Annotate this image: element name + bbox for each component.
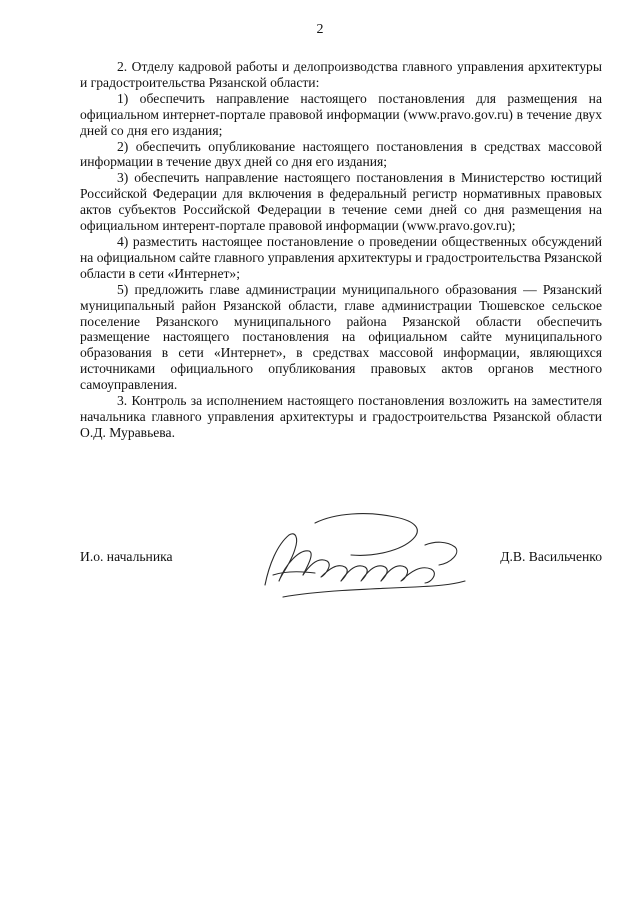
paragraph-subitem-3: 3) обеспечить направление настоящего постановления в Министерство юстиций Российской Федерации для включения в федеральный регистр нормативных правовых актов субъектов Российской Федерации в течение семи дней со дня размещения на официальном интерент-портале правовой информации (www.pravo.gov.ru); (80, 170, 602, 234)
signature-block (80, 543, 602, 583)
document-body (80, 59, 602, 441)
signatory-position: И.о. начальника (80, 549, 173, 564)
page-number: 2 (316, 22, 324, 37)
paragraph-subitem-1: 1) обеспечить направление настоящего постановления для размещения на официальном интернет-портале правовой информации (www.pravo.gov.ru) в течение двух дней со дня его издания; (80, 90, 602, 138)
paragraph-subitem-2: 2) обеспечить опубликование настоящего постановления в средствах массовой информации в течение двух дней со дня его издания; (80, 138, 602, 170)
paragraph-item-3: 3. Контроль за исполнением настоящего постановления возложить на заместителя начальника главного управления архитектуры и градостроительства Рязанской области О.Д. Муравьева. (80, 393, 602, 440)
signatory-name: Д.В. Васильченко (500, 549, 602, 564)
paragraph-subitem-5: 5) предложить главе администрации муниципального образования — Рязанский муниципальный район Рязанской области, главе администрации Тюшевское сельское поселение Рязанского муниципального района Рязанской области обеспечить размещение настоящего постановления на официальном сайте муниципального образования в сети «Интернет», в средствах массовой информации, являющихся источниками официального опубликования правовых актов органов местного самоуправления. (80, 281, 602, 393)
paragraph-item-2: 2. Отделу кадровой работы и делопроизводства главного управления архитектуры и градостроительства Рязанской области: (80, 59, 602, 90)
paragraph-subitem-4: 4) разместить настоящее постановление о проведении общественных обсуждений на официальном сайте главного управления архитектуры и градостроительства Рязанской области в сети «Интернет»; (80, 233, 602, 281)
